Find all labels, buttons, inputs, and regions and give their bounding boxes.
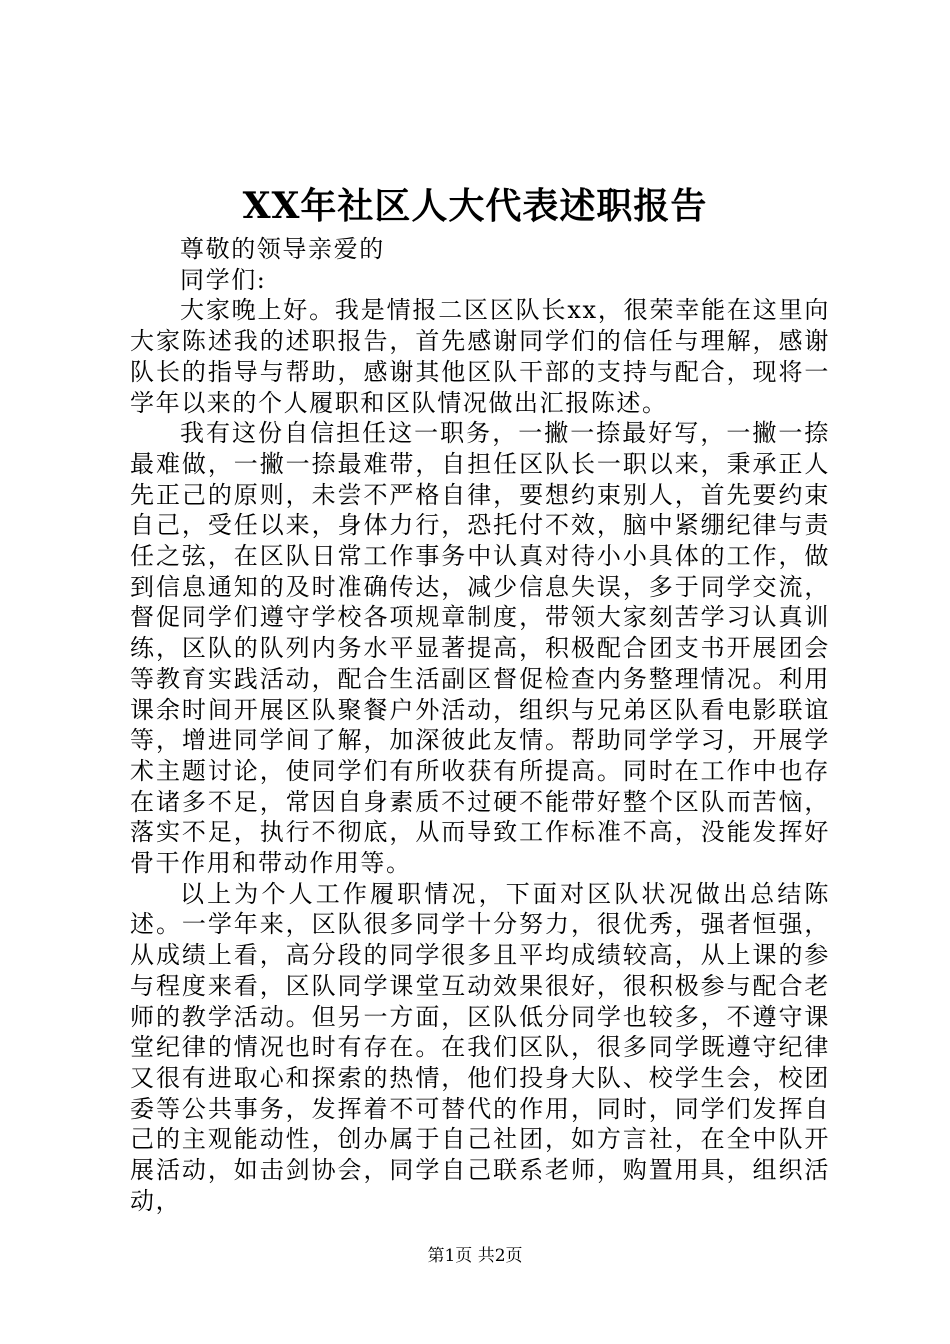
paragraph-greeting: 大家晚上好。我是情报二区区队长xx，很荣幸能在这里向大家陈述我的述职报告，首先感谢同学们的信任与理解，感谢队长的指导与帮助，感谢其他区队干部的支持与配合，现将一学年以来的个人履职和区队情况做出汇报陈述。 [130,296,830,417]
salutation-line-1: 尊敬的领导亲爱的 [180,235,385,263]
paragraph-team-summary: 以上为个人工作履职情况，下面对区队状况做出总结陈述。一学年来，区队很多同学十分努力，很优秀，强者恒强，从成绩上看，高分段的同学很多且平均成绩较高，从上课的参与程度来看，区队同学课堂互动效果很好，很积极参与配合老师的教学活动。但另一方面，区队低分同学也较多，不遵守课堂纪律的情况也时有存在。在我们区队，很多同学既遵守纪律又很有进取心和探索的热情，他们投身大队、校学生会，校团委等公共事务，发挥着不可替代的作用，同时，同学们发挥自己的主观能动性，创办属于自己社团，如方言社，在全中队开展活动，如击剑协会，同学自己联系老师，购置用具，组织活动， [130,879,830,1215]
paragraph-personal-duties: 我有这份自信担任这一职务，一撇一捺最好写，一撇一捺最难做，一撇一捺最难带，自担任区队长一职以来，秉承正人先正己的原则，未尝不严格自律，要想约束别人，首先要约束自己，受任以来，身体力行，恐托付不效，脑中紧绷纪律与责任之弦，在区队日常工作事务中认真对待小小具体的工作，做到信息通知的及时准确传达，减少信息失误，多于同学交流，督促同学们遵守学校各项规章制度，带领大家刻苦学习认真训练，区队的队列内务水平显著提高，积极配合团支书开展团会等教育实践活动，配合生活副区督促检查内务整理情况。利用课余时间开展区队聚餐户外活动，组织与兄弟区队看电影联谊等，增进同学间了解，加深彼此友情。帮助同学学习，开展学术主题讨论，使同学们有所收获有所提高。同时在工作中也存在诸多不足，常因自身素质不过硬不能带好整个区队而苦恼，落实不足，执行不彻底，从而导致工作标准不高，没能发挥好骨干作用和带动作用等。 [130,419,830,878]
document-title: XX年社区人大代表述职报告 [242,185,708,227]
document-body [130,234,830,1217]
page-number-footer: 第1页 共2页 [427,1246,523,1266]
salutation-line-2: 同学们: [180,265,267,294]
